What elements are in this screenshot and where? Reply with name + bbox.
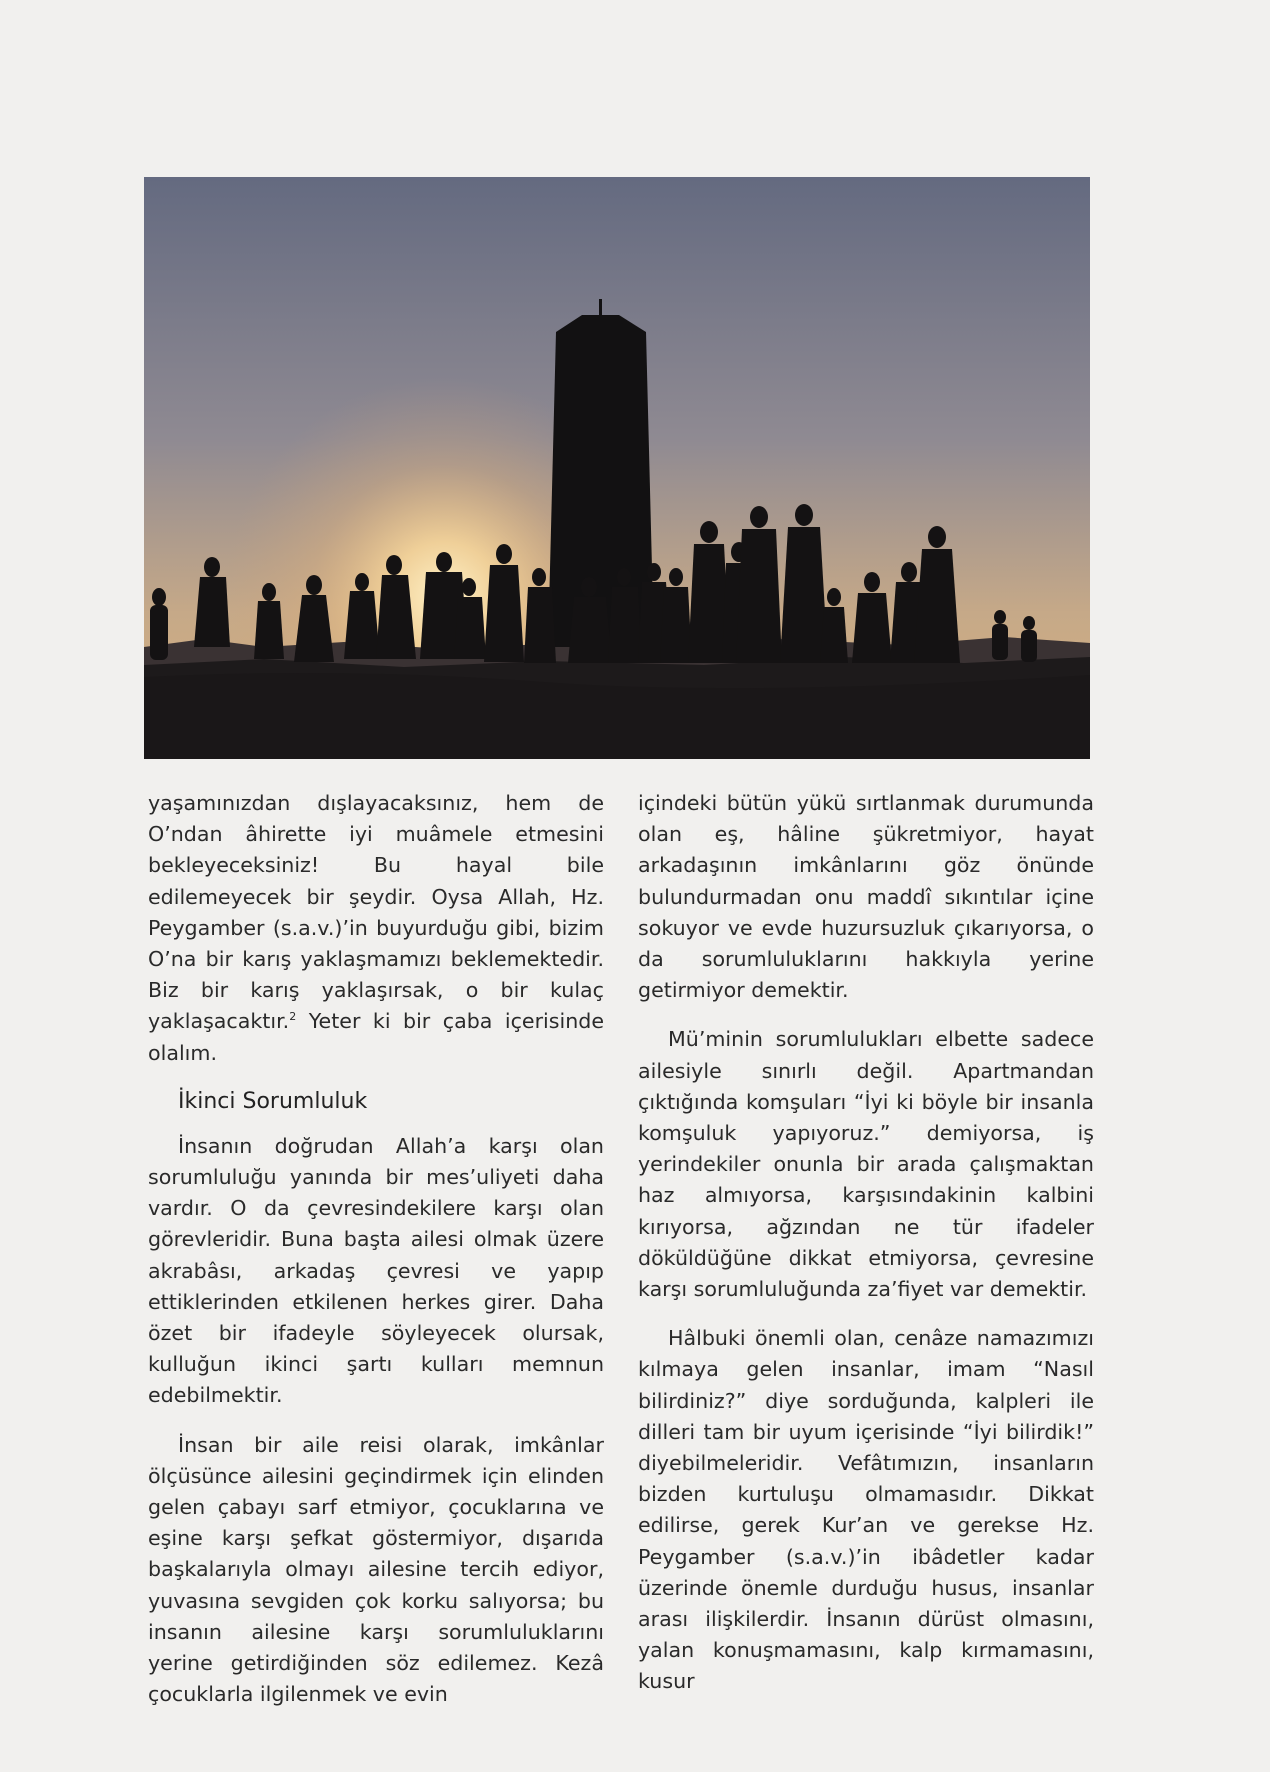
paragraph-text: Yeter ki bir çaba içerisinde olalım. xyxy=(148,1009,605,1065)
paragraph: İnsan bir aile reisi olarak, imkânlar ölçüsünce ailesini geçindirmek için elinden gelen çabayı sarf etmiyor, çocuklarına ve eşine karşı şefkat göstermiyor, dışarıda başkalarıyla olmayı ailesine tercih ediyor, yuvasına sevgiden çok korku salıyorsa; bu insanın ailesine karşı sorumluluklarını yerine getirdiğinden söz edilemez. Kezâ çocuklarla ilgilenmek ve evin xyxy=(148,1432,604,1707)
silhouettes-at-sunset-photo xyxy=(144,177,1090,759)
paragraph: içindeki bütün yükü sırtlanmak durumunda olan eş, hâline şükretmiyor, hayat arkadaşının imkânlarını göz önünde bulundurmadan onu maddî sıkıntılar içine sokuyor ve evde huzursuzluk çıkarıyorsa, o da sorumluluklarını hakkıyla yerine getirmiyor demektir. xyxy=(638,791,1094,1003)
paragraph xyxy=(148,788,604,1069)
paragraph: İnsanın doğrudan Allah’a karşı olan sorumluluğu yanında bir mes’uliyeti daha vardır. O da çevresindekilere karşı olan görevleridir. Buna başta ailesi olmak üzere akrabâsı, arkadaş çevresi ve yapıp ettiklerinden etkilenen herkes girer. Daha özet bir ifadeyle söyleyecek olursak, kulluğun ikinci şartı kulları memnun edebilmektir. xyxy=(148,1133,604,1408)
paragraph-text: yaşamınızdan dışlayacaksınız, hem de O’ndan âhirette iyi muâmele etmesini bekleyeceksiniz! Bu hayal bile edilemeyecek bir şeydir. Oysa Allah, Hz. Peygamber (s.a.v.)’in buyurduğu gibi, bizim O’na bir karış yaklaşmamızı beklemektedir. Biz bir karış yaklaşırsak, o bir kulaç yaklaşacaktır. xyxy=(148,791,604,1034)
left-text-column xyxy=(148,788,604,1728)
footnote-marker: 2 xyxy=(289,1010,297,1024)
section-heading: İkinci Sorumluluk xyxy=(178,1088,368,1114)
paragraph: Hâlbuki önemli olan, cenâze namazımızı kılmaya gelen insanlar, imam “Nasıl bilirdiniz?” diye sorduğunda, kalpleri ile dilleri tam bir uyum içerisinde “İyi bilirdik!” diyebilmeleridir. Vefâtımızın, insanların bizden kurtuluşu olmamasıdır. Dikkat edilirse, gerek Kur’an ve gerekse Hz. Peygamber (s.a.v.)’in ibâdetler kadar üzerinde önemle durduğu husus, insanlar arası ilişkilerdir. İnsanın dürüst olmasını, yalan konuşmamasını, kalp kırmamasını, kusur xyxy=(638,1326,1094,1694)
right-text-column xyxy=(638,788,1094,1716)
paragraph: Mü’minin sorumlulukları elbette sadece ailesiyle sınırlı değil. Apartmandan çıktığında komşuları “İyi ki böyle bir insanla komşuluk yapıyoruz.” demiyorsa, iş yerindekiler onunla bir arada çalışmaktan haz almıyorsa, karşısındakinin kalbini kırıyorsa, ağzından ne tür ifadeler döküldüğüne dikkat etmiyorsa, çevresine karşı sorumluluğunda za’fiyet var demektir. xyxy=(638,1027,1094,1302)
